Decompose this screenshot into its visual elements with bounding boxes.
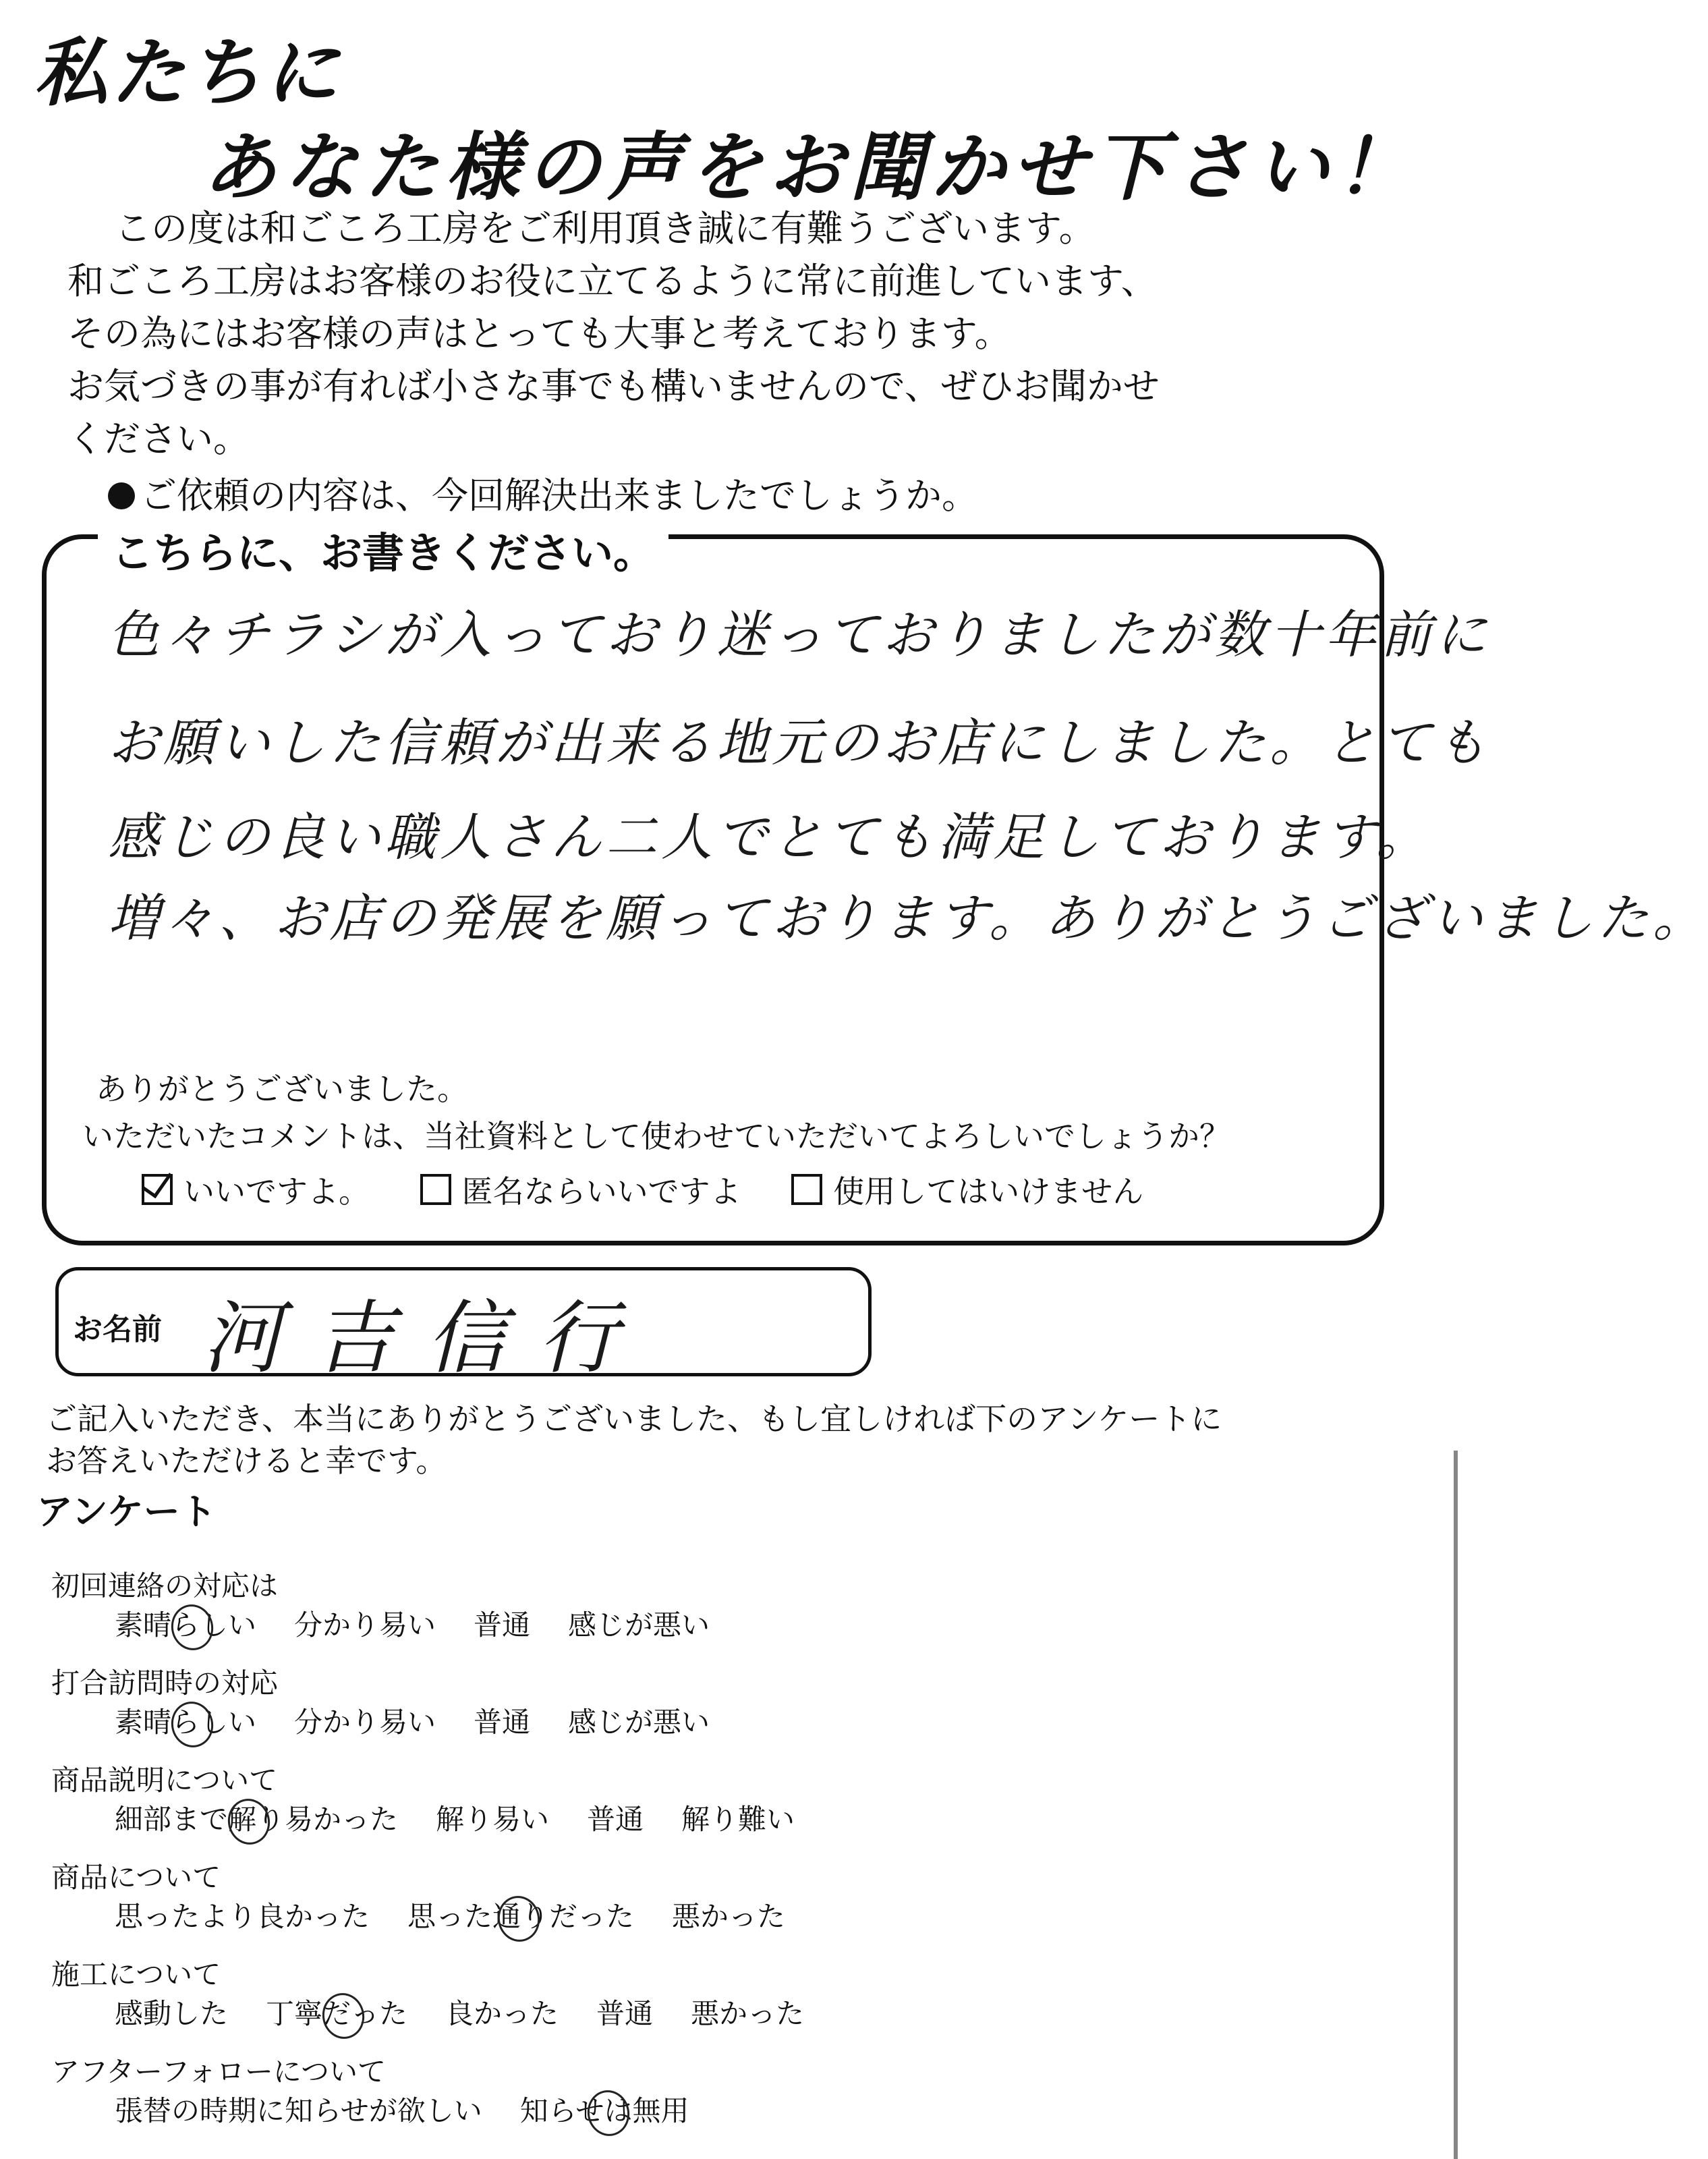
permission-option-label: いいですよ。 <box>183 1173 370 1210</box>
handwritten-comment-line: 色々チラシが入っており迷っておりましたが数十年前に <box>108 605 1491 665</box>
header-title-line1: 私たちに <box>34 29 341 116</box>
survey-option-selected[interactable]: 細部まで解り易かった <box>115 1803 399 1836</box>
permission-question: いただいたコメントは、当社資料として使わせていただいてよろしいでしょうか？ <box>82 1118 1230 1154</box>
checkbox-icon[interactable] <box>420 1174 451 1205</box>
survey-question: 施工について <box>51 1958 221 1991</box>
name-value: 河吉信行 <box>202 1291 651 1384</box>
handwritten-comment-line: お願いした信頼が出来る地元のお店にしました。とても <box>108 712 1491 773</box>
permission-option-deny[interactable] <box>791 1167 1143 1212</box>
survey-option[interactable]: 張替の時期に知らせが欲しい <box>115 2094 482 2127</box>
intro-line: 和ごころ工房はお客様のお役に立てるように常に前進しています、 <box>67 260 1158 302</box>
survey-option[interactable]: 悪かった <box>691 1997 805 2030</box>
bullet-icon <box>108 482 135 509</box>
survey-option[interactable]: 良かった <box>445 1997 559 2030</box>
checkbox-icon[interactable] <box>791 1174 822 1205</box>
survey-option[interactable]: 解り易い <box>436 1803 550 1836</box>
survey-option[interactable]: 解り難い <box>681 1803 795 1836</box>
name-label: お名前 <box>73 1312 162 1347</box>
survey-question: 商品について <box>51 1861 221 1894</box>
permission-options <box>142 1167 1184 1212</box>
survey-option[interactable]: 普通 <box>596 1997 654 2030</box>
survey-question: 商品説明について <box>51 1764 278 1797</box>
survey-option[interactable]: 普通 <box>474 1706 531 1739</box>
survey-title: アンケート <box>36 1490 217 1533</box>
survey-option[interactable]: 感動した <box>115 1997 229 2030</box>
survey-option-selected[interactable]: 丁寧だった <box>266 1997 408 2030</box>
intro-line: この度は和ごころ工房をご利用頂き誠に有難うございます。 <box>115 207 1095 250</box>
survey-option-selected[interactable]: 知らせは無用 <box>519 2094 689 2127</box>
survey-question: 初回連絡の対応は <box>51 1569 279 1602</box>
intro-text <box>67 202 1383 466</box>
survey-option[interactable]: 分かり易い <box>294 1706 436 1739</box>
permission-option-label: 匿名ならいいですよ <box>461 1173 741 1210</box>
thanks-text: ありがとうございました。 <box>96 1071 468 1107</box>
handwritten-comment-line: 増々、お店の発展を願っております。ありがとうございました。 <box>108 888 1708 948</box>
intro-line: その為にはお客様の声はとっても大事と考えております。 <box>67 312 1011 355</box>
header-title-line2: あなた様の声をお聞かせ下さい！ <box>202 123 1417 211</box>
handwritten-comment-line: 感じの良い職人さん二人でとても満足しております。 <box>108 807 1431 867</box>
survey-answer-row <box>115 1700 747 1741</box>
survey-answer-row <box>115 1895 823 1935</box>
survey-option-selected[interactable]: 思った通りだった <box>407 1900 635 1933</box>
survey-option[interactable]: 普通 <box>474 1608 531 1642</box>
survey-option-selected[interactable]: 素晴らしい <box>115 1608 257 1642</box>
permission-option-ok[interactable] <box>142 1167 370 1212</box>
permission-option-anonymous[interactable] <box>420 1167 741 1212</box>
survey-answer-row <box>115 1992 842 2032</box>
scan-edge-line <box>1454 1451 1458 2159</box>
survey-answer-row <box>115 1797 832 1838</box>
survey-option[interactable]: 普通 <box>587 1803 644 1836</box>
intro-line: ください。 <box>67 418 250 460</box>
resolution-question-text: ご依頼の内容は、今回解決出来ましたでしょうか。 <box>140 474 978 517</box>
after-text-line: ご記入いただき、本当にありがとうございました、もし宜しければ下のアンケートに <box>46 1401 1222 1437</box>
survey-option-selected[interactable]: 素晴らしい <box>115 1706 257 1739</box>
survey-question: 打合訪問時の対応 <box>51 1666 279 1700</box>
comment-box-label: こちらに、お書きください。 <box>98 520 668 580</box>
after-text-line: お答えいただけると幸です。 <box>46 1442 447 1479</box>
checkbox-checked-icon[interactable] <box>142 1174 173 1205</box>
survey-option[interactable]: 感じが悪い <box>568 1706 710 1739</box>
survey-answer-row <box>115 2089 727 2129</box>
survey-option[interactable]: 思ったより良かった <box>115 1900 370 1933</box>
survey-answer-row <box>115 1603 747 1644</box>
permission-option-label: 使用してはいけません <box>833 1173 1144 1210</box>
after-text <box>46 1398 1222 1482</box>
survey-option[interactable]: 分かり易い <box>294 1608 436 1642</box>
survey-question: アフターフォローについて <box>51 2055 387 2088</box>
survey-option[interactable]: 悪かった <box>672 1900 786 1933</box>
resolution-question <box>108 467 978 519</box>
survey-option[interactable]: 感じが悪い <box>568 1608 710 1642</box>
intro-line: お気づきの事が有れば小さな事でも構いませんので、ぜひお聞かせ <box>67 365 1160 408</box>
